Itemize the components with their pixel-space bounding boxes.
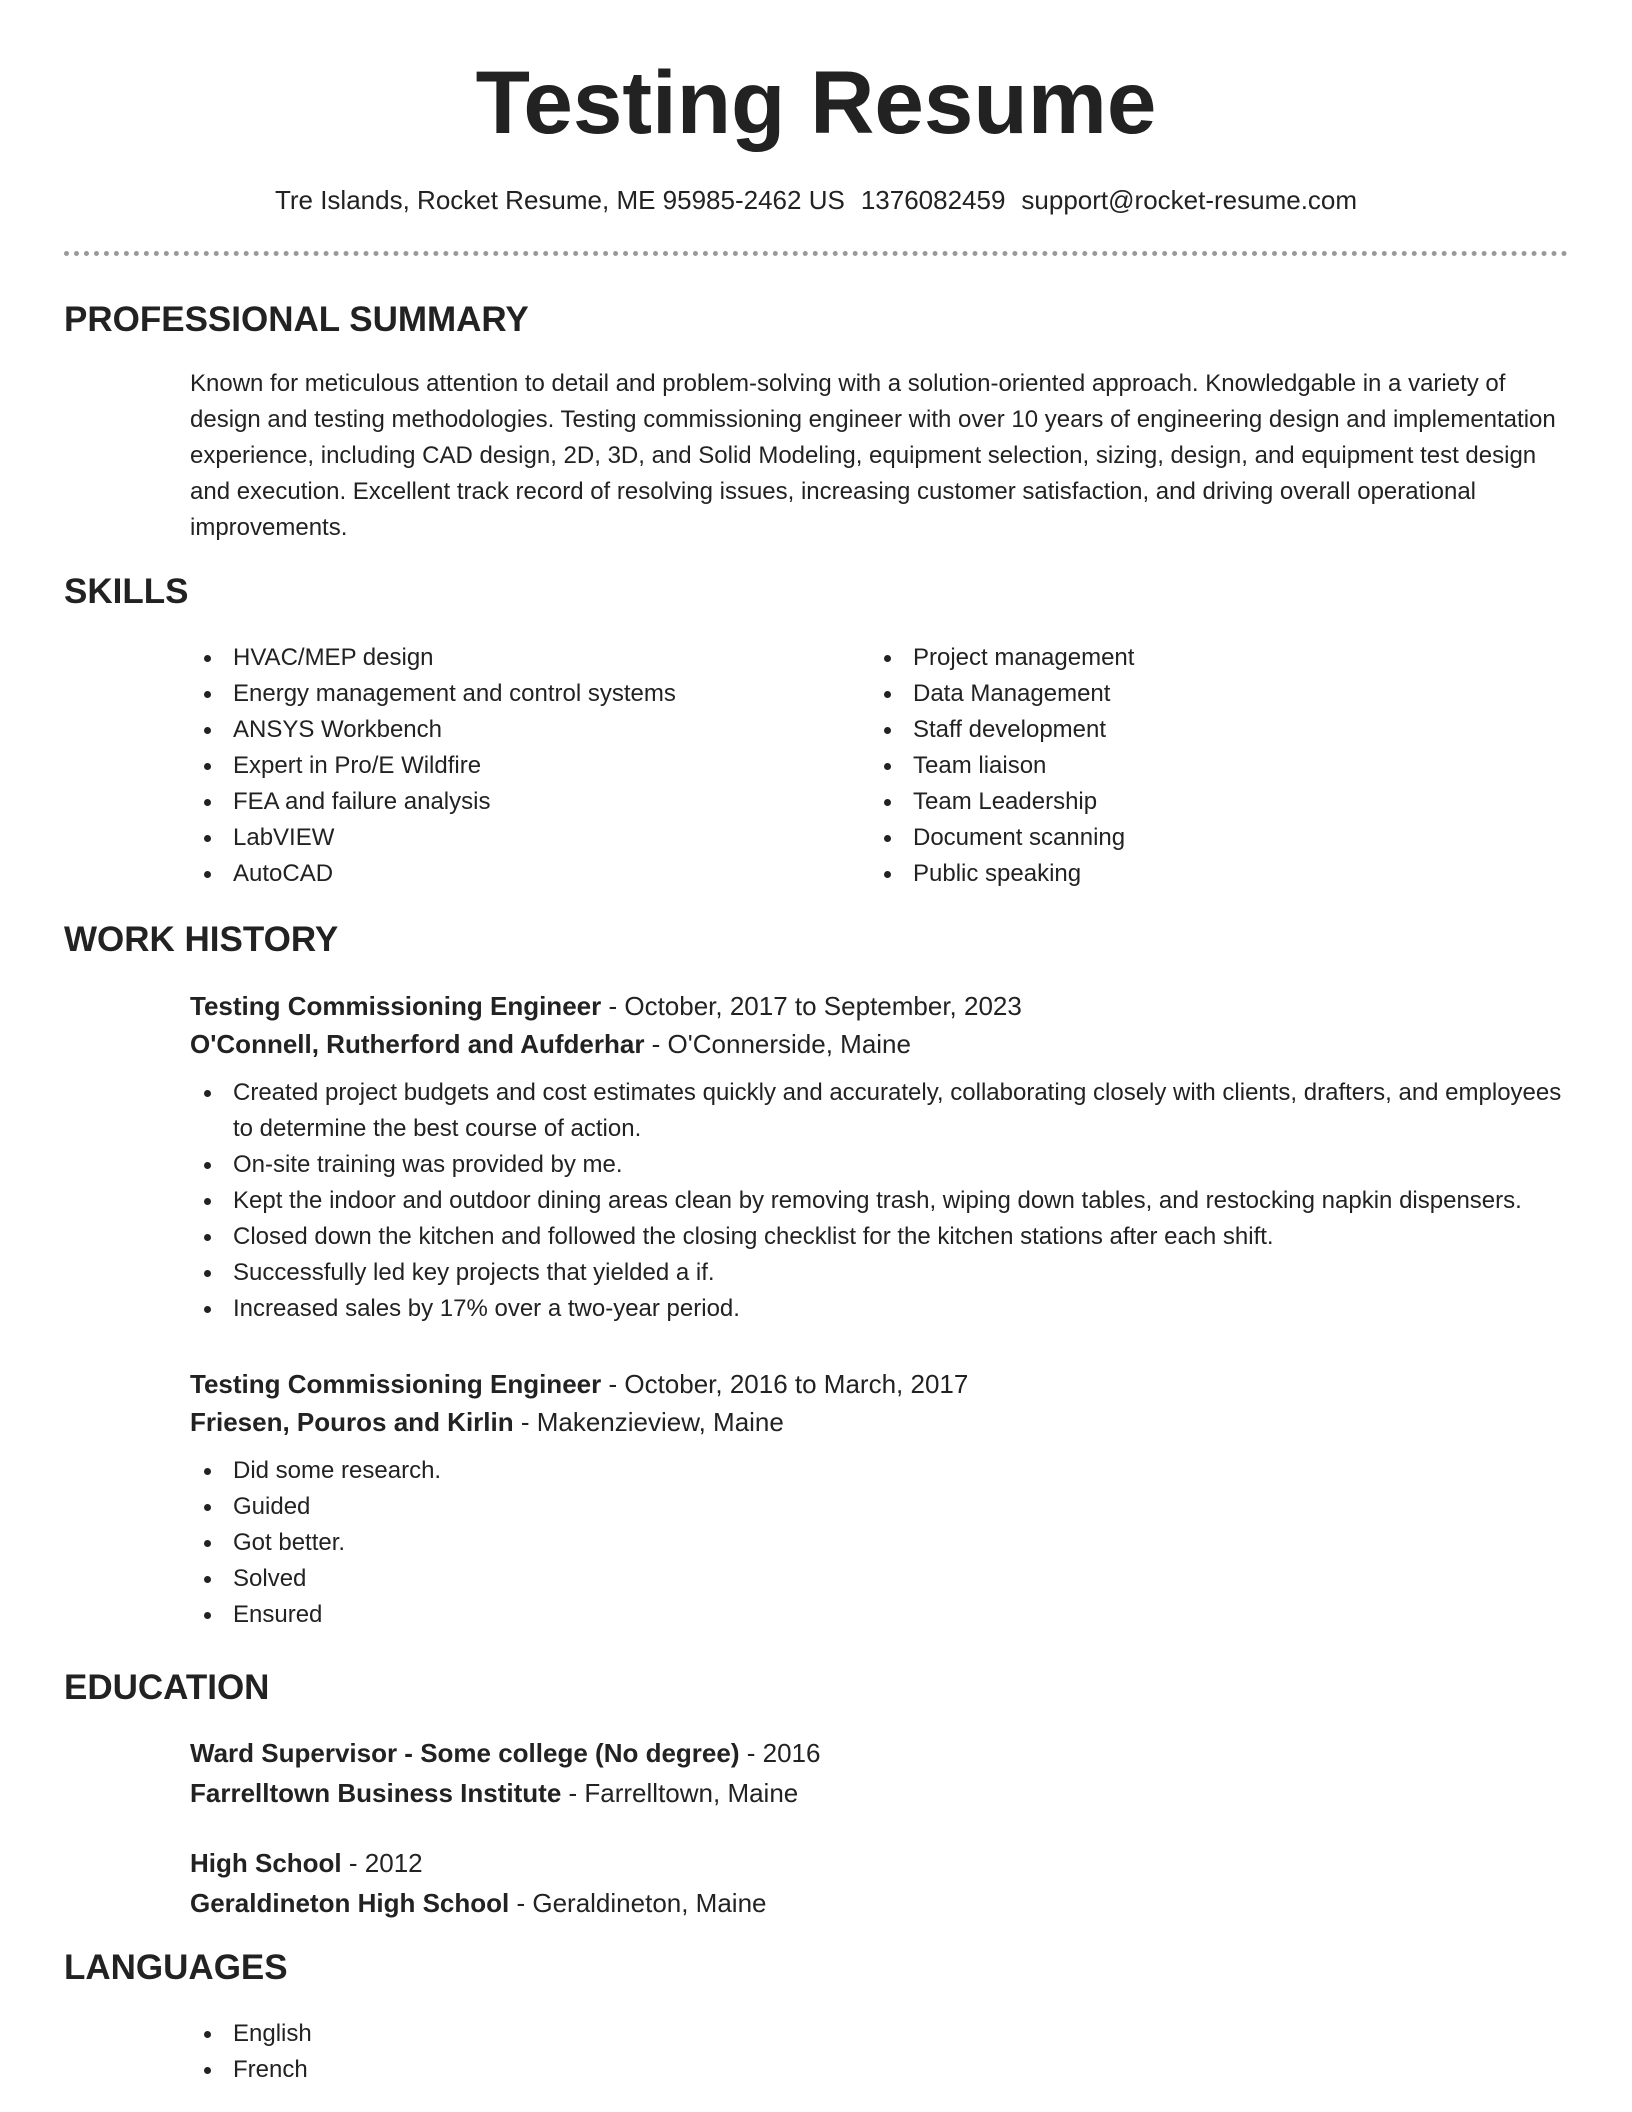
skill-item: Team liaison xyxy=(870,748,1530,784)
work-history-heading: WORK HISTORY xyxy=(64,920,339,959)
language-item: English xyxy=(190,2016,790,2052)
job-entry xyxy=(190,1365,1580,1633)
degree-line xyxy=(190,1733,1570,1773)
job-position: Testing Commissioning Engineer xyxy=(190,1369,602,1399)
school-location: - Farrelltown, Maine xyxy=(561,1778,799,1808)
job-duty: Solved xyxy=(190,1561,1580,1597)
skill-item: Energy management and control systems xyxy=(190,676,850,712)
skill-item: Staff development xyxy=(870,712,1530,748)
skill-item: AutoCAD xyxy=(190,856,850,892)
skill-item: LabVIEW xyxy=(190,820,850,856)
email[interactable]: support@rocket-resume.com xyxy=(1021,185,1358,215)
degree: High School xyxy=(190,1848,342,1878)
school-location: - Geraldineton, Maine xyxy=(509,1888,767,1918)
job-duty: Created project budgets and cost estimates quickly and accurately, collaborating closely with clients, drafters, and employees to determine the best course of action. xyxy=(190,1075,1580,1147)
school-line xyxy=(190,1883,1570,1923)
job-duty: Ensured xyxy=(190,1597,1580,1633)
summary-heading: PROFESSIONAL SUMMARY xyxy=(64,300,529,339)
job-dates: - October, 2017 to September, 2023 xyxy=(601,991,1022,1021)
job-entry xyxy=(190,987,1580,1327)
skill-item: FEA and failure analysis xyxy=(190,784,850,820)
school: Geraldineton High School xyxy=(190,1888,510,1918)
job-position: Testing Commissioning Engineer xyxy=(190,991,602,1021)
candidate-name: Testing Resume xyxy=(475,52,1157,152)
summary-text: Known for meticulous attention to detail and problem-solving with a solution-oriented approach. Knowledgable in a variety of design and testing methodologies. Testing commissioning engineer with over 10 years of engineering design and implementation experience, including CAD design, 2D, 3D, and Solid Modeling, equipment selection, sizing, design, and equipment test design and execution. Excellent track record of resolving issues, increasing customer satisfaction, and driving overall operational improvements. xyxy=(190,370,1556,541)
job-company: O'Connell, Rutherford and Aufderhar xyxy=(190,1029,645,1059)
skill-item: Expert in Pro/E Wildfire xyxy=(190,748,850,784)
phone: 1376082459 xyxy=(860,185,1006,215)
degree: Ward Supervisor - Some college (No degree) xyxy=(190,1738,740,1768)
skill-item: Team Leadership xyxy=(870,784,1530,820)
degree-year: - 2016 xyxy=(739,1738,821,1768)
job-company: Friesen, Pouros and Kirlin xyxy=(190,1407,514,1437)
skills-list-right xyxy=(870,640,1530,892)
skill-item: ANSYS Workbench xyxy=(190,712,850,748)
job-location: - Makenzieview, Maine xyxy=(513,1407,784,1437)
job-company-line xyxy=(190,1403,1580,1441)
job-duty: Got better. xyxy=(190,1525,1580,1561)
job-title-line xyxy=(190,987,1580,1025)
skill-item: Public speaking xyxy=(870,856,1530,892)
language-item: French xyxy=(190,2052,790,2088)
job-duty: Did some research. xyxy=(190,1453,1580,1489)
job-duties xyxy=(190,1453,1580,1633)
school-line xyxy=(190,1773,1570,1813)
skills-list-left xyxy=(190,640,850,892)
skills-heading: SKILLS xyxy=(64,572,189,611)
contact-line xyxy=(0,184,1632,216)
skill-item: Project management xyxy=(870,640,1530,676)
languages-heading: LANGUAGES xyxy=(64,1948,288,1987)
job-company-line xyxy=(190,1025,1580,1063)
education-entry xyxy=(190,1733,1570,1813)
job-duties xyxy=(190,1075,1580,1327)
job-location: - O'Connerside, Maine xyxy=(644,1029,911,1059)
education-heading: EDUCATION xyxy=(64,1668,270,1707)
skill-item: Document scanning xyxy=(870,820,1530,856)
degree-year: - 2012 xyxy=(341,1848,423,1878)
degree-line xyxy=(190,1843,1570,1883)
job-duty: On-site training was provided by me. xyxy=(190,1147,1580,1183)
job-title-line xyxy=(190,1365,1580,1403)
education-entry xyxy=(190,1843,1570,1923)
job-duty: Guided xyxy=(190,1489,1580,1525)
header-divider xyxy=(64,251,1568,256)
job-duty: Closed down the kitchen and followed the closing checklist for the kitchen stations after each shift. xyxy=(190,1219,1580,1255)
job-dates: - October, 2016 to March, 2017 xyxy=(601,1369,969,1399)
job-duty: Increased sales by 17% over a two-year period. xyxy=(190,1291,1580,1327)
job-duty: Kept the indoor and outdoor dining areas clean by removing trash, wiping down tables, and restocking napkin dispensers. xyxy=(190,1183,1580,1219)
languages-list xyxy=(190,2016,790,2088)
job-duty: Successfully led key projects that yielded a if. xyxy=(190,1255,1580,1291)
school: Farrelltown Business Institute xyxy=(190,1778,562,1808)
skill-item: HVAC/MEP design xyxy=(190,640,850,676)
address: Tre Islands, Rocket Resume, ME 95985-2462 US xyxy=(274,185,845,215)
skill-item: Data Management xyxy=(870,676,1530,712)
